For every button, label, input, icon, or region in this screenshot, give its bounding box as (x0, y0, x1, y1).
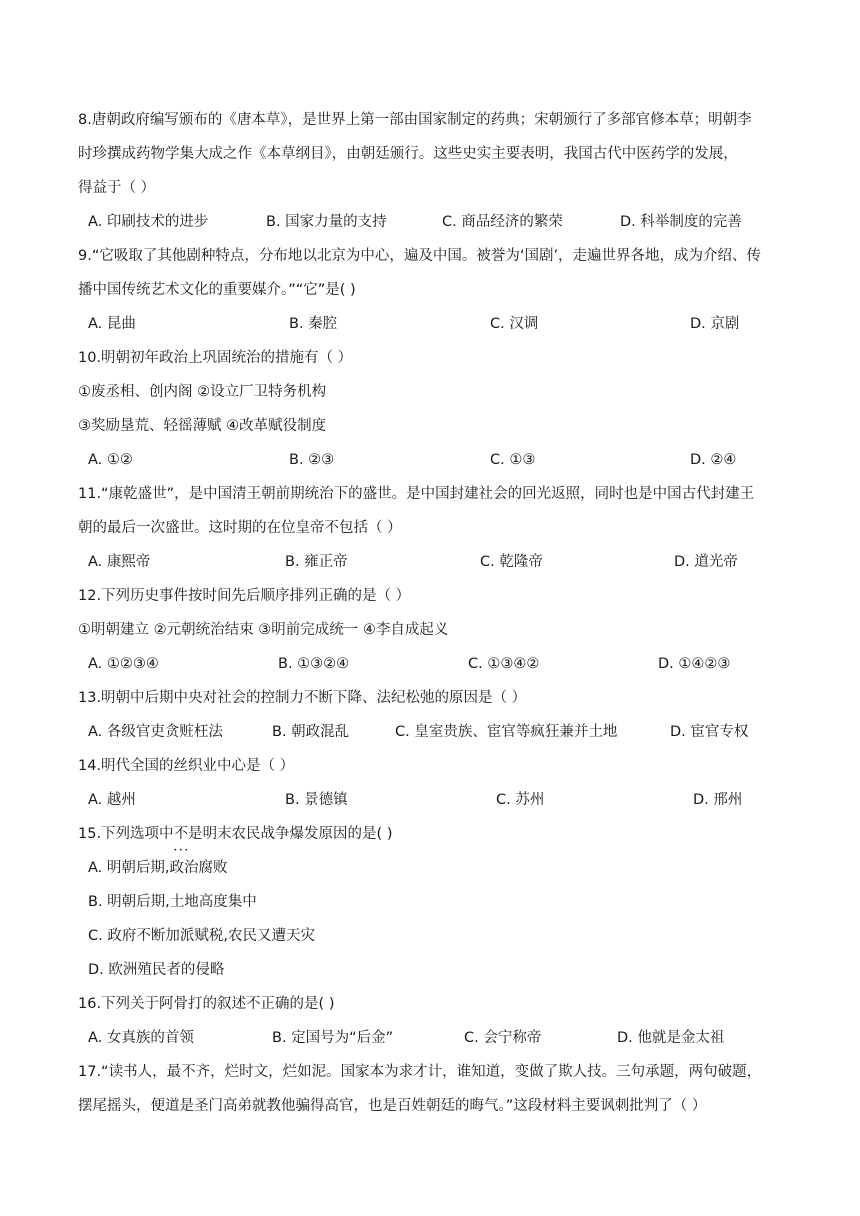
q8-options (78, 212, 788, 232)
q10-option-c: C. ①③ (490, 452, 536, 468)
q9-option-d: D. 京剧 (690, 316, 740, 332)
q16-option-b: B. 定国号为“后金” (272, 1030, 394, 1046)
q17-stem-line-2: 摆尾摇头，便道是圣门高弟就教他骗得高官，也是百姓朝廷的晦气。”这段材料主要讽刺批判了（ ） (78, 1098, 707, 1114)
q8-stem-line-1: 8.唐朝政府编写颁布的《唐本草》，是世界上第一部由国家制定的药典；宋朝颁行了多部官修本草；明朝李 (78, 112, 752, 128)
q16-stem-line-1: 16.下列关于阿骨打的叙述不正确的是( ) (78, 996, 335, 1012)
q11-options (78, 552, 788, 572)
q16-option-a: A. 女真族的首领 (88, 1030, 194, 1046)
q10-stem-line-1: 10.明朝初年政治上巩固统治的措施有（ ） (78, 350, 353, 366)
q14-option-d: D. 邢州 (693, 792, 743, 808)
q15-stem-prefix: 15.下列选项中 (78, 826, 174, 842)
q10-stem-line-2: ①废丞相、创内阁 ②设立厂卫特务机构 (78, 384, 327, 400)
q14-option-b: B. 景德镇 (285, 792, 348, 808)
q9-option-a: A. 昆曲 (88, 316, 136, 332)
q15-option-a: A. 明朝后期,政治腐败 (88, 860, 228, 876)
q9-option-b: B. 秦腔 (289, 316, 338, 332)
q8-option-a: A. 印刷技术的进步 (88, 214, 209, 230)
q14-option-c: C. 苏州 (496, 792, 545, 808)
q11-option-a: A. 康熙帝 (88, 554, 151, 570)
q12-option-b: B. ①③②④ (278, 656, 350, 672)
q8-option-d: D. 科举制度的完善 (620, 214, 742, 230)
q15-stem-line-1 (78, 824, 788, 844)
q8-option-c: C. 商品经济的繁荣 (442, 214, 563, 230)
q15-stem-suffix: 明末农民战争爆发原因的是( ) (202, 826, 393, 842)
q10-option-d: D. ②④ (690, 452, 737, 468)
q12-option-d: D. ①④②③ (658, 656, 731, 672)
q15-option-c: C. 政府不断加派赋税,农民又遭天灾 (88, 928, 315, 944)
q12-stem-line-1: 12.下列历史事件按时间先后顺序排列正确的是（ ） (78, 588, 411, 604)
q14-options (78, 790, 788, 810)
q13-option-d: D. 宦官专权 (670, 724, 749, 740)
q9-options (78, 314, 788, 334)
q11-option-b: B. 雍正帝 (285, 554, 348, 570)
q12-options (78, 654, 788, 674)
q9-stem-line-2: 播中国传统艺术文化的重要媒介。”“它”是( ) (78, 282, 356, 298)
q10-options (78, 450, 788, 470)
q15-option-d: D. 欧洲殖民者的侵略 (88, 962, 225, 978)
q10-option-a: A. ①② (88, 452, 133, 468)
q10-stem-line-3: ③奖励垦荒、轻徭薄赋 ④改革赋役制度 (78, 418, 327, 434)
q11-stem-line-1: 11.“康乾盛世”，是中国清王朝前期统治下的盛世。是中国封建社会的回光返照，同时也是中国古代封建王 (78, 486, 755, 502)
q8-stem-line-3: 得益于（ ） (78, 180, 156, 196)
q17-stem-line-1: 17.“读书人，最不齐，烂时文，烂如泥。国家本为求才计，谁知道，变做了欺人技。三句承题，两句破题， (78, 1064, 762, 1080)
q8-stem-line-2: 时珍撰成药物学集大成之作《本草纲目》，由朝廷颁行。这些史实主要表明，我国古代中医药学的发展， (78, 146, 738, 162)
q15-option-b: B. 明朝后期,土地高度集中 (88, 894, 257, 910)
q12-stem-line-2: ①明朝建立 ②元朝统治结束 ③明前完成统一 ④李自成起义 (78, 622, 449, 638)
q11-option-d: D. 道光帝 (674, 554, 738, 570)
q16-option-d: D. 他就是金太祖 (617, 1030, 725, 1046)
q14-option-a: A. 越州 (88, 792, 136, 808)
q13-option-b: B. 朝政混乱 (272, 724, 350, 740)
q11-stem-line-2: 朝的最后一次盛世。这时期的在位皇帝不包括（ ） (78, 520, 402, 536)
q12-option-c: C. ①③④② (468, 656, 540, 672)
q8-option-b: B. 国家力量的支持 (266, 214, 387, 230)
q15-emphasis-not: 不是 • • • (174, 826, 203, 842)
q12-option-a: A. ①②③④ (88, 656, 159, 672)
q16-options (78, 1028, 788, 1048)
q11-option-c: C. 乾隆帝 (480, 554, 543, 570)
q13-option-a: A. 各级官吏贪赃枉法 (88, 724, 223, 740)
q16-option-c: C. 会宁称帝 (464, 1030, 542, 1046)
q13-options (78, 722, 788, 742)
q9-stem-line-1: 9.“它吸取了其他剧种特点，分布地以北京为中心，遍及中国。被誉为‘国剧’，走遍世界各地，成为介绍、传 (78, 248, 762, 264)
q9-option-c: C. 汉调 (490, 316, 539, 332)
q14-stem-line-1: 14.明代全国的丝织业中心是（ ） (78, 758, 295, 774)
q13-stem-line-1: 13.明朝中后期中央对社会的控制力不断下降、法纪松弛的原因是（ ） (78, 690, 527, 706)
q13-option-c: C. 皇室贵族、宦官等疯狂兼并土地 (395, 724, 618, 740)
q10-option-b: B. ②③ (289, 452, 335, 468)
